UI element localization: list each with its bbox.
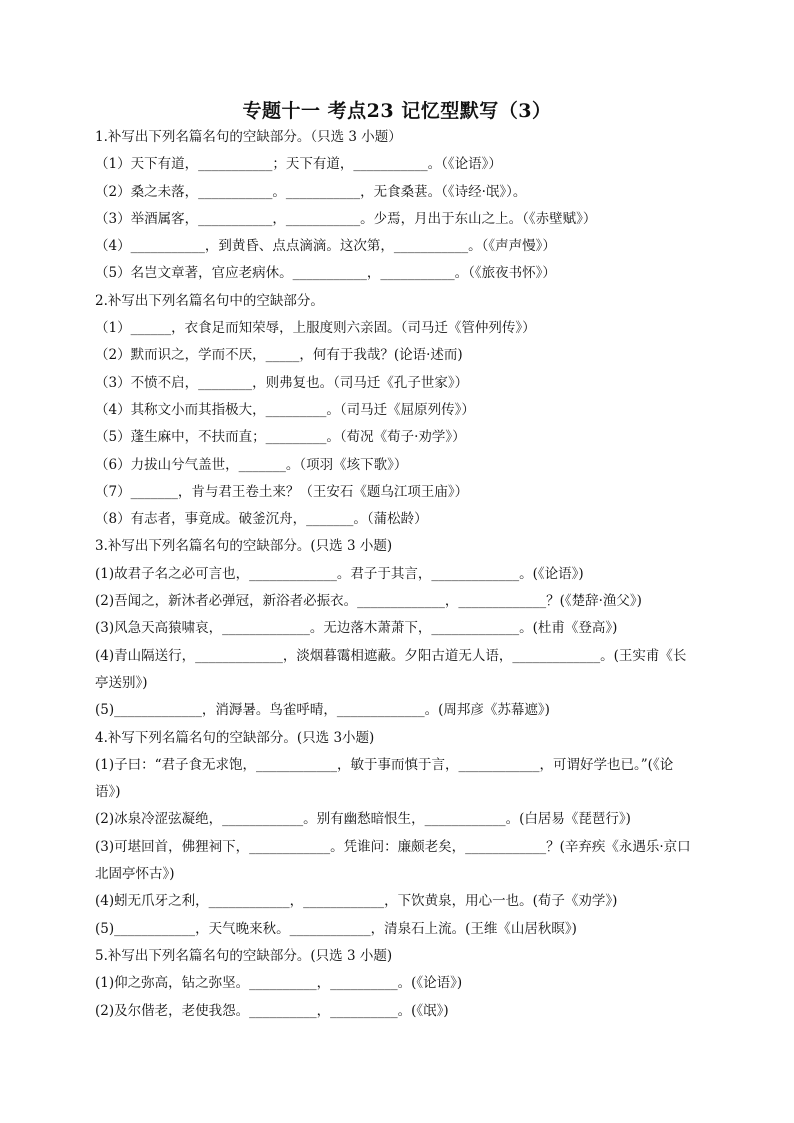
question-1-item: （5）名岂文章著，官应老病休。___________，___________。（《旅夜书怀》） — [95, 265, 556, 282]
question-5-item: (2)及尔偕老，老使我怨。__________，__________。(《氓》) — [95, 1002, 449, 1019]
question-3-item: (4)青山隔送行，_____________，淡烟暮霭相遮蔽。夕阳古道无人语，_____________。(王实甫《长亭送别》) — [95, 647, 687, 691]
question-2-item: （7）_______，肯与君王卷土来？（王安石《题乌江项王庙》） — [95, 483, 469, 500]
question-3-heading: 3.补写出下列名篇名句的空缺部分。(只选 3 小题) — [95, 538, 393, 555]
question-4-item: (4)蚓无爪牙之利，____________，____________，下饮黄泉，用心一也。(荀子《劝学》) — [95, 893, 618, 910]
question-2-item: （5）蓬生麻中，不扶而直；_________。（荀况《荀子·劝学》） — [95, 429, 466, 446]
question-1-item: （4）___________，到黄昏、点点滴滴。这次第，___________。（《声声慢》） — [95, 238, 556, 255]
question-2-heading: 2.补写出下列名篇名句中的空缺部分。 — [95, 292, 324, 309]
question-5-heading: 5.补写出下列名篇名句的空缺部分。(只选 3 小题) — [95, 947, 393, 964]
question-2-item: （8）有志者，事竟成。破釜沉舟，_______。（蒲松龄） — [95, 511, 428, 528]
question-4-heading: 4.补写下列名篇名句的空缺部分。(只选 3小题) — [95, 729, 375, 746]
question-2-item: （1）______，衣食足而知荣辱，上服度则六亲固。（司马迁《管仲列传》） — [95, 320, 536, 337]
question-3-item: (3)风急天高猿啸哀，_____________。无边落木萧萧下，_____________。(杜甫《登高》) — [95, 620, 618, 637]
question-2-item: （6）力拔山兮气盖世，_______。（项羽《垓下歌》） — [95, 456, 408, 473]
question-2-item: （4）其称文小而其指极大，_________。（司马迁《屈原列传》） — [95, 401, 475, 418]
question-4-item: (5)____________，天气晚来秋。____________，清泉石上流。(王维《山居秋暝》) — [95, 920, 577, 937]
question-1-heading: 1.补写出下列名篇名句的空缺部分。（只选 3 小题） — [95, 129, 402, 145]
question-5-item: (1)仰之弥高，钻之弥坚。__________，__________。(《论语》) — [95, 975, 463, 992]
page-title: 专题十一 考点23 记忆型默写（3） — [242, 100, 552, 122]
question-2-item: （2）默而识之，学而不厌，_____，何有于我哉？(论语·述而) — [95, 347, 463, 364]
question-1-item: （2）桑之未落，___________。___________，无食桑葚。（《诗经·氓》）。 — [95, 183, 527, 200]
question-4-item: (2)冰泉冷涩弦凝绝，____________。别有幽愁暗恨生，____________。(白居易《琵琶行》) — [95, 811, 631, 828]
worksheet-content — [95, 124, 695, 1025]
question-3-item: (1)故君子名之必可言也，_____________。君子于其言，_____________。(《论语》) — [95, 565, 584, 582]
question-4-item: (1)子曰：“君子食无求饱，____________，敏于事而慎于言，____________，可谓好学也已。”(《论语》) — [95, 756, 674, 801]
question-4-item: (3)可堪回首，佛狸祠下，____________。凭谁问：廉颇老矣，____________？(辛弃疾《永遇乐·京口北固亭怀古》) — [95, 838, 691, 883]
question-3-item: (2)吾闻之，新沐者必弹冠，新浴者必振衣。_____________，_____________？(《楚辞·渔父》) — [95, 593, 642, 610]
question-1-item: （3）举酒属客，___________，___________。少焉，月出于东山之上。（《赤壁赋》） — [95, 210, 597, 227]
question-1-item: （1）天下有道，___________；天下有道，___________。（《论语》） — [95, 156, 502, 173]
question-2-item: （3）不愤不启，________，则弗复也。（司马迁《孔子世家》） — [95, 374, 469, 391]
question-3-item: (5)_____________，消溽暑。鸟雀呼晴，_____________。(周邦彦《苏幕遮》) — [95, 702, 550, 719]
